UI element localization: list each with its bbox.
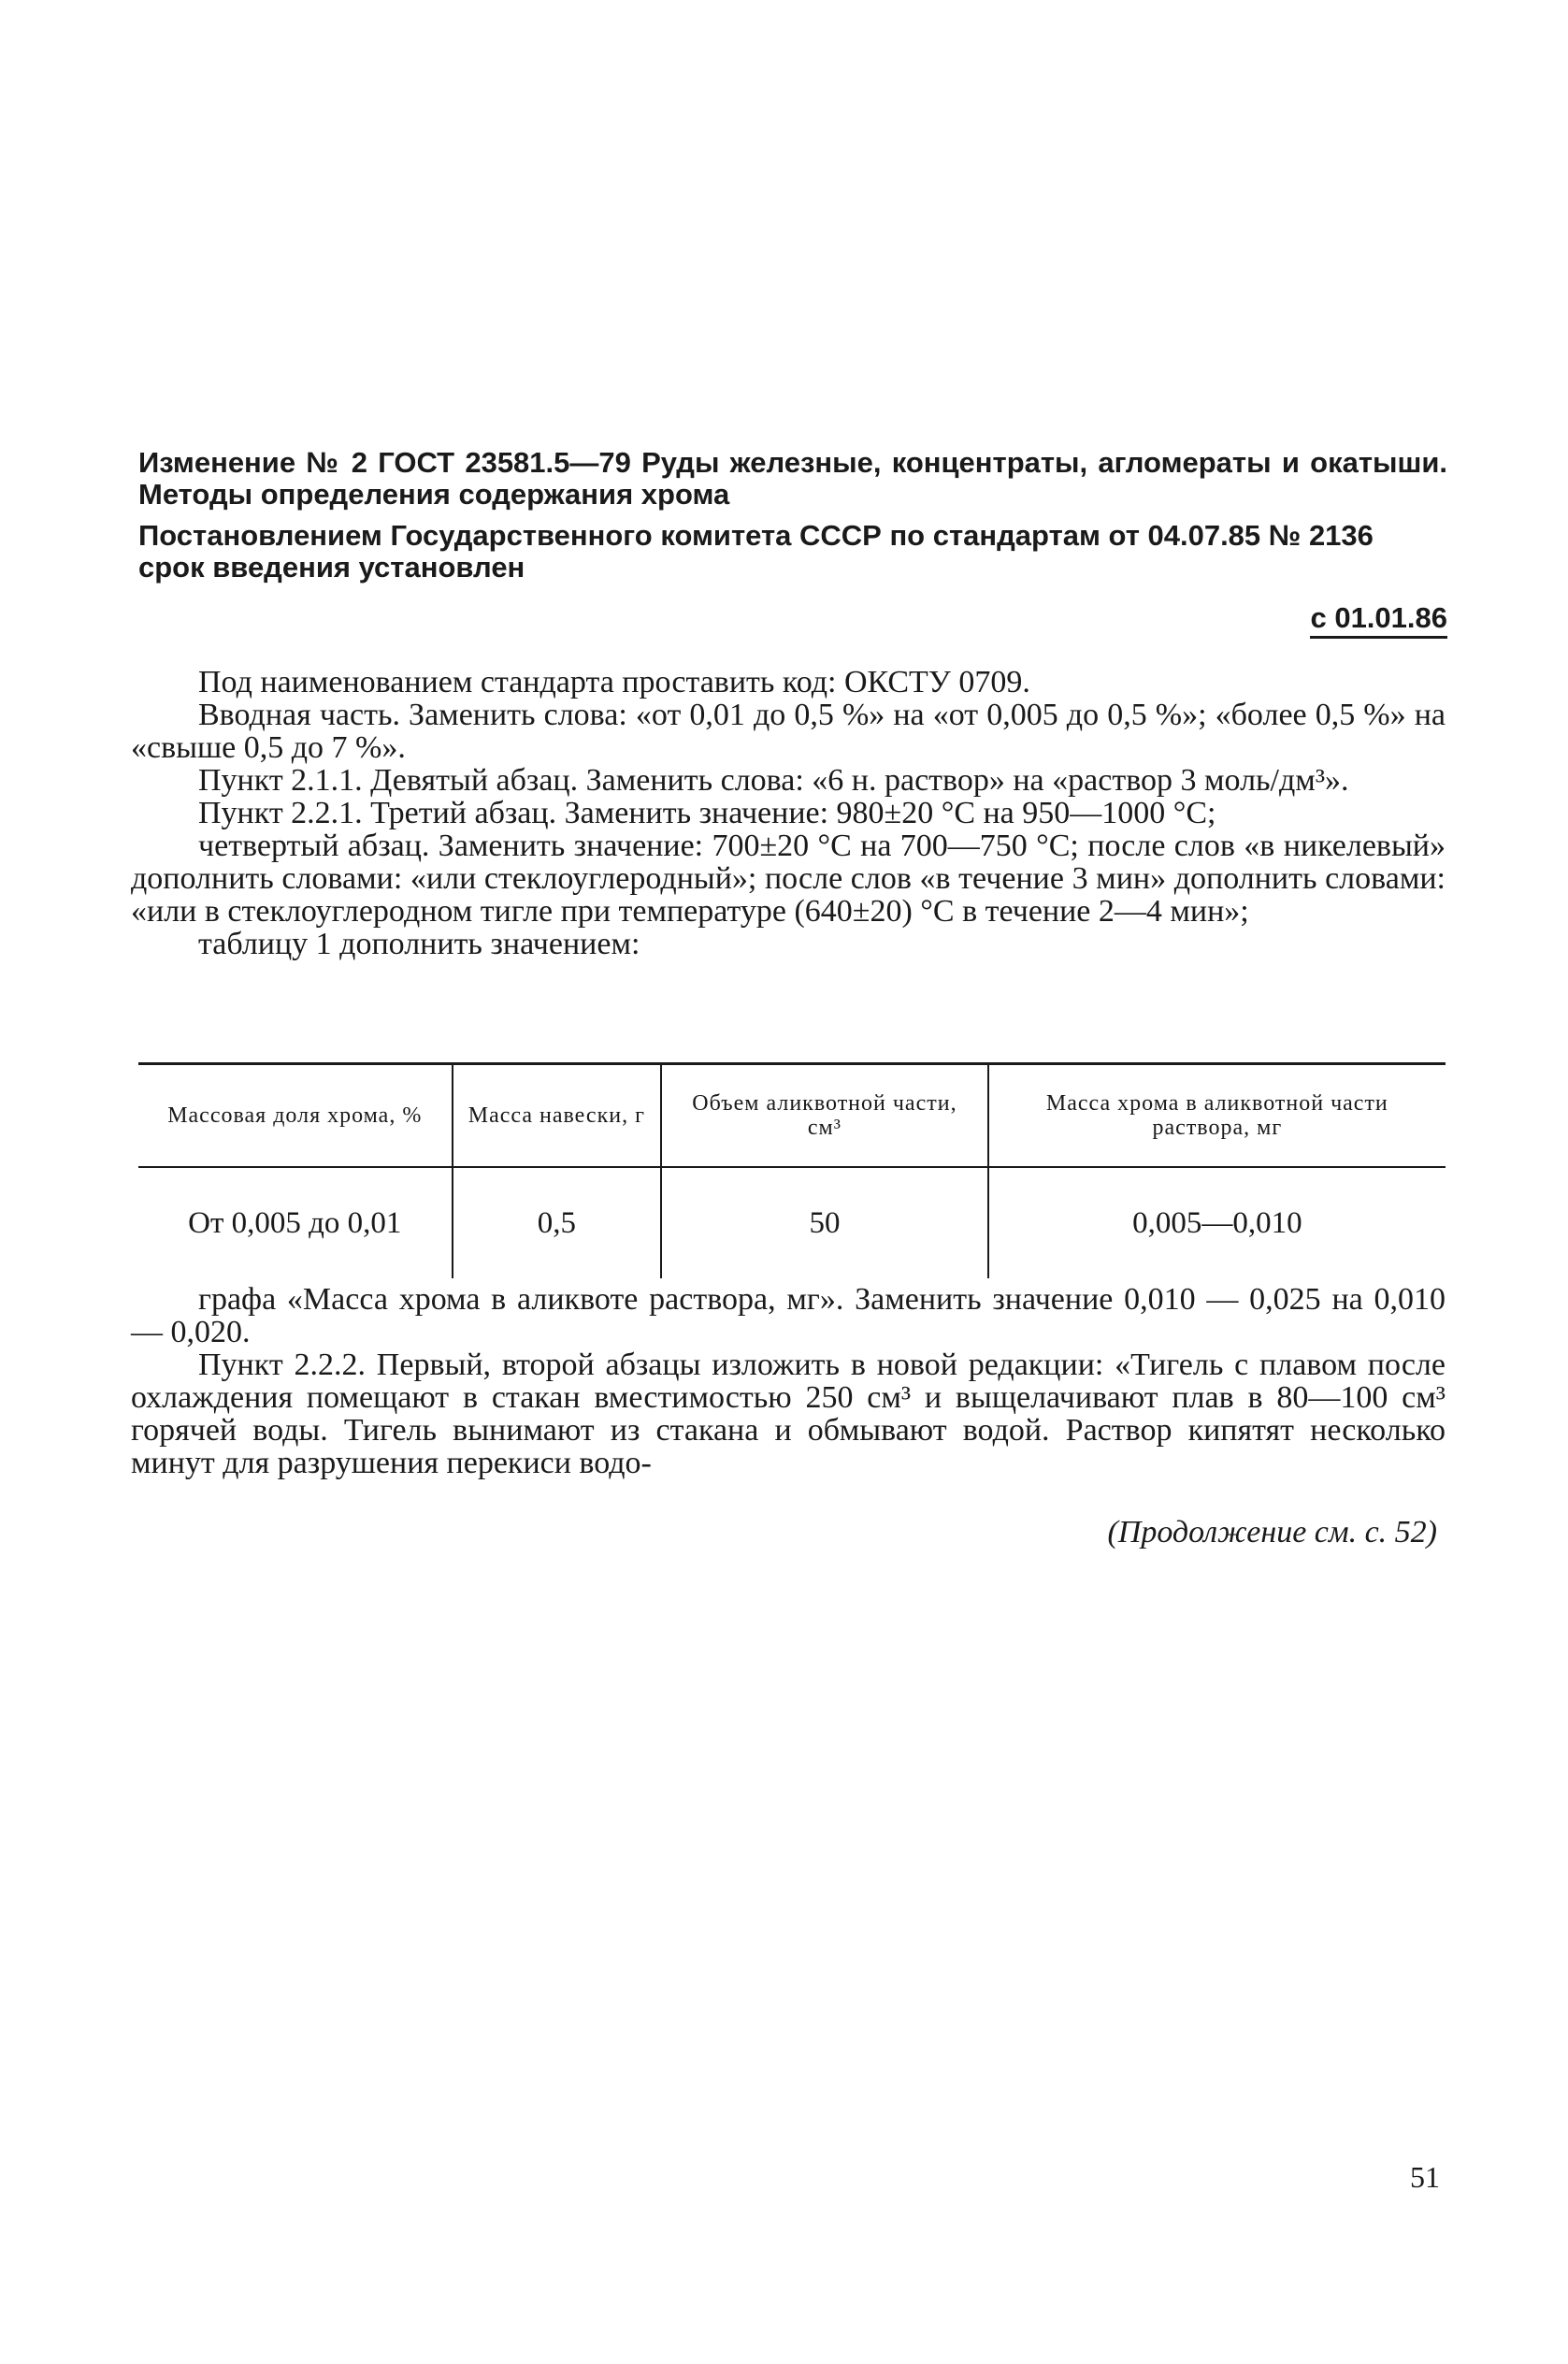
column-header: Массовая доля хрома, %: [167, 1103, 423, 1128]
table-1-addition: [138, 1062, 1446, 1278]
table-row: [138, 1167, 1446, 1278]
amendment-body: [131, 666, 1446, 960]
table-cell: 0,005—0,010: [988, 1167, 1446, 1278]
paragraph-2-2-2: Пункт 2.2.2. Первый, второй абзацы изложить в новой редакции: «Тигель с плавом после охлаждения помещают в стакан вместимостью 250 см³ и выщелачивают плав в 80—100 см³ горячей воды. Тигель вынимают из стакана и обмывают водой. Раствор кипятят несколько минут для разрушения перекиси водо-: [131, 1348, 1446, 1480]
page-number: 51: [1410, 2160, 1440, 2194]
amendment-header: [138, 446, 1447, 634]
table-cell: От 0,005 до 0,01: [188, 1205, 402, 1240]
paragraph-intro: Вводная часть. Заменить слова: «от 0,01 до 0,5 %» на «от 0,005 до 0,5 %»; «более 0,5 %» на «свыше 0,5 до 7 %».: [131, 698, 1446, 765]
after-table-text: [131, 1283, 1446, 1479]
effective-date: с 01.01.86: [1310, 602, 1447, 639]
table-cell: 50: [661, 1167, 988, 1278]
table-cell: 0,5: [453, 1167, 662, 1278]
paragraph-table-intro: таблицу 1 дополнить значением:: [198, 927, 640, 961]
paragraph-code: Под наименованием стандарта проставить код: ОКСТУ 0709.: [198, 665, 1030, 699]
paragraph-fourth: четвертый абзац. Заменить значение: 700±20 °С на 700—750 °С; после слов «в никелевый» дополнить словами: «или стеклоуглеродный»; после слов «в течение 3 мин» дополнить словами: «или в стеклоуглеродном тигле при температуре (640±20) °С в течение 2—4 мин»;: [131, 829, 1446, 929]
column-header: Масса навески, г: [453, 1064, 662, 1168]
table-header-row: [138, 1064, 1446, 1168]
column-header: Объем аликвотной части, см³: [661, 1064, 988, 1168]
paragraph-2-2-1: Пункт 2.2.1. Третий абзац. Заменить значение: 980±20 °С на 950—1000 °С;: [198, 796, 1216, 830]
paragraph-column-change: графа «Масса хрома в аликвоте раствора, мг». Заменить значение 0,010 — 0,025 на 0,010 — 0,020.: [131, 1282, 1446, 1349]
decree-text: Постановлением Государственного комитета СССР по стандартам от 04.07.85 № 2136 срок введения установлен: [138, 519, 1374, 584]
column-header: Масса хрома в аликвотной части раствора, мг: [988, 1064, 1446, 1168]
continuation-note: (Продолжение см. с. 52): [1107, 1515, 1437, 1550]
paragraph-2-1-1: Пункт 2.1.1. Девятый абзац. Заменить слова: «6 н. раствор» на «раствор 3 моль/дм³».: [198, 763, 1349, 798]
amendment-title: Изменение № 2 ГОСТ 23581.5—79 Руды железные, концентраты, агломераты и окатыши. Методы определения содержания хрома: [138, 446, 1447, 511]
